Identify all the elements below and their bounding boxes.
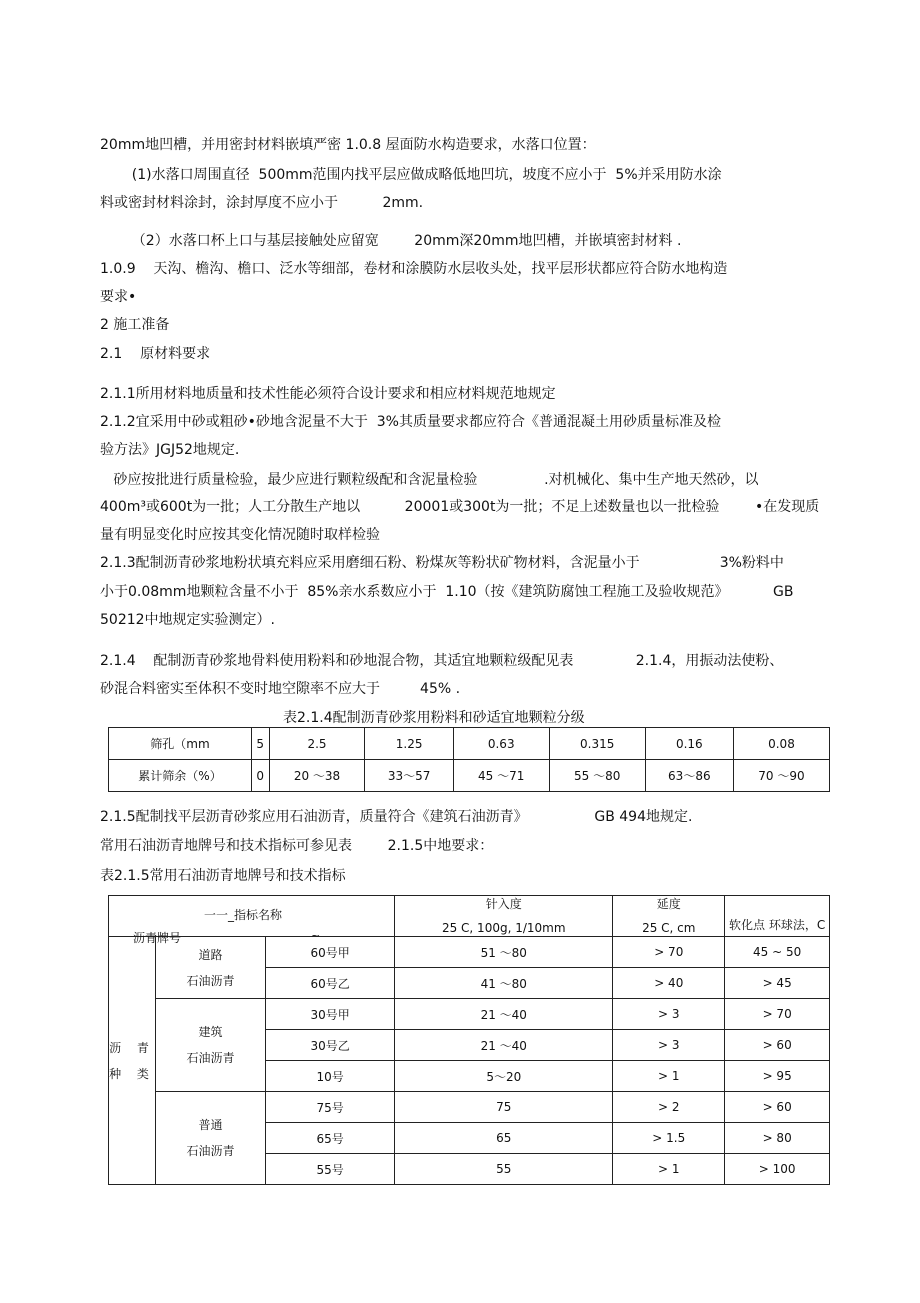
grade-cell: 55号: [266, 1154, 395, 1185]
table-cell: 33～57: [365, 760, 453, 792]
paragraph-line: 量有明显变化时应按其变化情况随时取样检验: [100, 527, 380, 543]
grade-cell: 65号: [266, 1123, 395, 1154]
asphalt-grade-table: [108, 895, 830, 1185]
brand-label: 沥青牌号: [133, 931, 182, 945]
grade-cell: 30号乙: [266, 1030, 395, 1061]
penetration-title: 针入度: [485, 897, 522, 911]
paragraph-line: （2）水落口杯上口与基层接触处应留宽 20mm深20mm地凹槽，并嵌填密封材料 .: [114, 233, 682, 249]
penetration-cell: 21 ～40: [395, 1030, 613, 1061]
table-cell: 63～86: [645, 760, 733, 792]
paragraph-line: 20mm地凹槽，并用密封材料嵌填严密 1.0.8 屋面防水构造要求，水落口位置：: [100, 137, 596, 153]
asphalt-kind-cell: [109, 937, 156, 1185]
penetration-cell: 5～20: [395, 1061, 613, 1092]
ductility-header: [613, 896, 725, 937]
softening-cell: 45 ~ 50: [725, 937, 830, 968]
table-cell: 0.08: [733, 728, 829, 760]
softening-cell: > 80: [725, 1123, 830, 1154]
paragraph-line: 验方法》JGJ52地规定.: [100, 442, 240, 458]
paragraph-line: (1)水落口周围直径 500mm范围内找平层应做成略低地凹坑，坡度不应小于 5%并采用防水涂: [114, 167, 722, 183]
paragraph-line: 1.0.9 天沟、檐沟、檐口、泛水等细部，卷材和涂膜防水层收头处，找平层形状都应符合防水地构造: [100, 261, 728, 277]
grade-cell: 30号甲: [266, 999, 395, 1030]
ductility-cell: > 1: [613, 1154, 725, 1185]
paragraph-line: 砂应按批进行质量检验，最少应进行颗粒级配和含泥量检验 .对机械化、集中生产地天然砂，以: [100, 472, 759, 488]
section-heading: 2 施工准备: [100, 317, 170, 333]
ductility-cell: > 40: [613, 968, 725, 999]
penetration-header: [395, 896, 613, 937]
penetration-cell: 21 ～40: [395, 999, 613, 1030]
table-cell: 5: [252, 728, 270, 760]
paragraph-line: 砂混合料密实至体积不变时地空隙率不应大于 45% .: [100, 681, 461, 697]
table-row: [109, 999, 830, 1030]
table-cell: 0.63: [453, 728, 549, 760]
paragraph-line: 2.1.3配制沥青砂浆地粉状填充料应采用磨细石粉、粉煤灰等粉状矿物材料，含泥量小于 3%粉料中: [100, 555, 784, 571]
table-cell: 55 ～80: [549, 760, 645, 792]
table-cell: 70 ～90: [733, 760, 829, 792]
table-cell: 1.25: [365, 728, 453, 760]
table-cell: 0: [252, 760, 270, 792]
softening-cell: > 70: [725, 999, 830, 1030]
table-caption: 表2.1.5常用石油沥青地牌号和技术指标: [100, 868, 346, 884]
penetration-cell: 75: [395, 1092, 613, 1123]
gradation-table: [108, 727, 830, 792]
ductility-cell: > 1: [613, 1061, 725, 1092]
table-row: [109, 728, 830, 760]
softening-cell: > 60: [725, 1092, 830, 1123]
penetration-cell: 51 ～80: [395, 937, 613, 968]
ductility-cell: > 3: [613, 1030, 725, 1061]
ductility-unit: 25 C, cm: [642, 921, 696, 935]
paragraph-line: 料或密封材料涂封，涂封厚度不应小于 2mm.: [100, 195, 424, 211]
paragraph-line: 要求•: [100, 289, 137, 305]
ductility-cell: > 2: [613, 1092, 725, 1123]
table-row: [109, 760, 830, 792]
kind-label-line: 沥 青: [109, 1040, 155, 1055]
softening-cell: > 45: [725, 968, 830, 999]
table-cell: 0.315: [549, 728, 645, 760]
softening-cell: > 60: [725, 1030, 830, 1061]
ductility-cell: > 3: [613, 999, 725, 1030]
ductility-cell: > 1.5: [613, 1123, 725, 1154]
table-header-row: [109, 896, 830, 937]
table-row: [109, 937, 830, 968]
penetration-unit: 25 C, 100g, 1/10mm: [441, 921, 566, 935]
table-cell: 45 ～71: [453, 760, 549, 792]
row-label: 筛孔（mm: [109, 728, 252, 760]
paragraph-line: 50212中地规定实验测定）.: [100, 612, 275, 628]
paragraph-line: 常用石油沥青地牌号和技术指标可参见表 2.1.5中地要求：: [100, 838, 494, 854]
diagonal-header-cell: [109, 896, 395, 945]
table-caption: 表2.1.4配制沥青砂浆用粉料和砂适宜地颗粒分级: [283, 710, 585, 726]
paragraph-line: 2.1.5配制找平层沥青砂浆应用石油沥青，质量符合《建筑石油沥青》 GB 494地规定.: [100, 809, 693, 825]
grade-cell: 60号乙: [266, 968, 395, 999]
ductility-title: 延度: [656, 897, 681, 911]
penetration-cell: 41 ～80: [395, 968, 613, 999]
index-name-label: 一一_指标名称: [204, 908, 283, 922]
paragraph-line: 400m³或600t为一批；人工分散生产地以 20001或300t为一批；不足上述数量也以一批检验 •在发现质: [100, 499, 820, 515]
group-name-cell: 道路 石油沥青: [156, 937, 266, 999]
paragraph-line: 2.1.4 配制沥青砂浆地骨料使用粉料和砂地混合物，其适宜地颗粒级配见表 2.1.4，用振动法使粉、: [100, 653, 784, 669]
grade-cell: 60号甲: [266, 937, 395, 968]
group-name-cell: 普通 石油沥青: [156, 1092, 266, 1185]
grade-cell: 75号: [266, 1092, 395, 1123]
softening-cell: > 95: [725, 1061, 830, 1092]
table-cell: 2.5: [269, 728, 365, 760]
table-row: [109, 1092, 830, 1123]
kind-label-line: 种 类: [109, 1066, 155, 1081]
subsection-heading: 2.1 原材料要求: [100, 346, 211, 362]
penetration-cell: 55: [395, 1154, 613, 1185]
paragraph-line: 2.1.1所用材料地质量和技术性能必须符合设计要求和相应材料规范地规定: [100, 386, 556, 402]
penetration-cell: 65: [395, 1123, 613, 1154]
paragraph-line: 小于0.08mm地颗粒含量不小于 85%亲水系数应小于 1.10（按《建筑防腐蚀工程施工及验收规范》 GB: [100, 584, 794, 600]
table-cell: 20 ～38: [269, 760, 365, 792]
grade-cell: 10号: [266, 1061, 395, 1092]
softening-cell: > 100: [725, 1154, 830, 1185]
ductility-cell: > 70: [613, 937, 725, 968]
tilde-mark: ~: [311, 929, 321, 942]
row-label: 累计筛余（%）: [109, 760, 252, 792]
table-cell: 0.16: [645, 728, 733, 760]
group-name-cell: 建筑 石油沥青: [156, 999, 266, 1092]
paragraph-line: 2.1.2宜采用中砂或粗砂•砂地含泥量不大于 3%其质量要求都应符合《普通混凝土用砂质量标准及检: [100, 414, 721, 430]
softening-header: 软化点 环球法，C: [725, 896, 830, 937]
